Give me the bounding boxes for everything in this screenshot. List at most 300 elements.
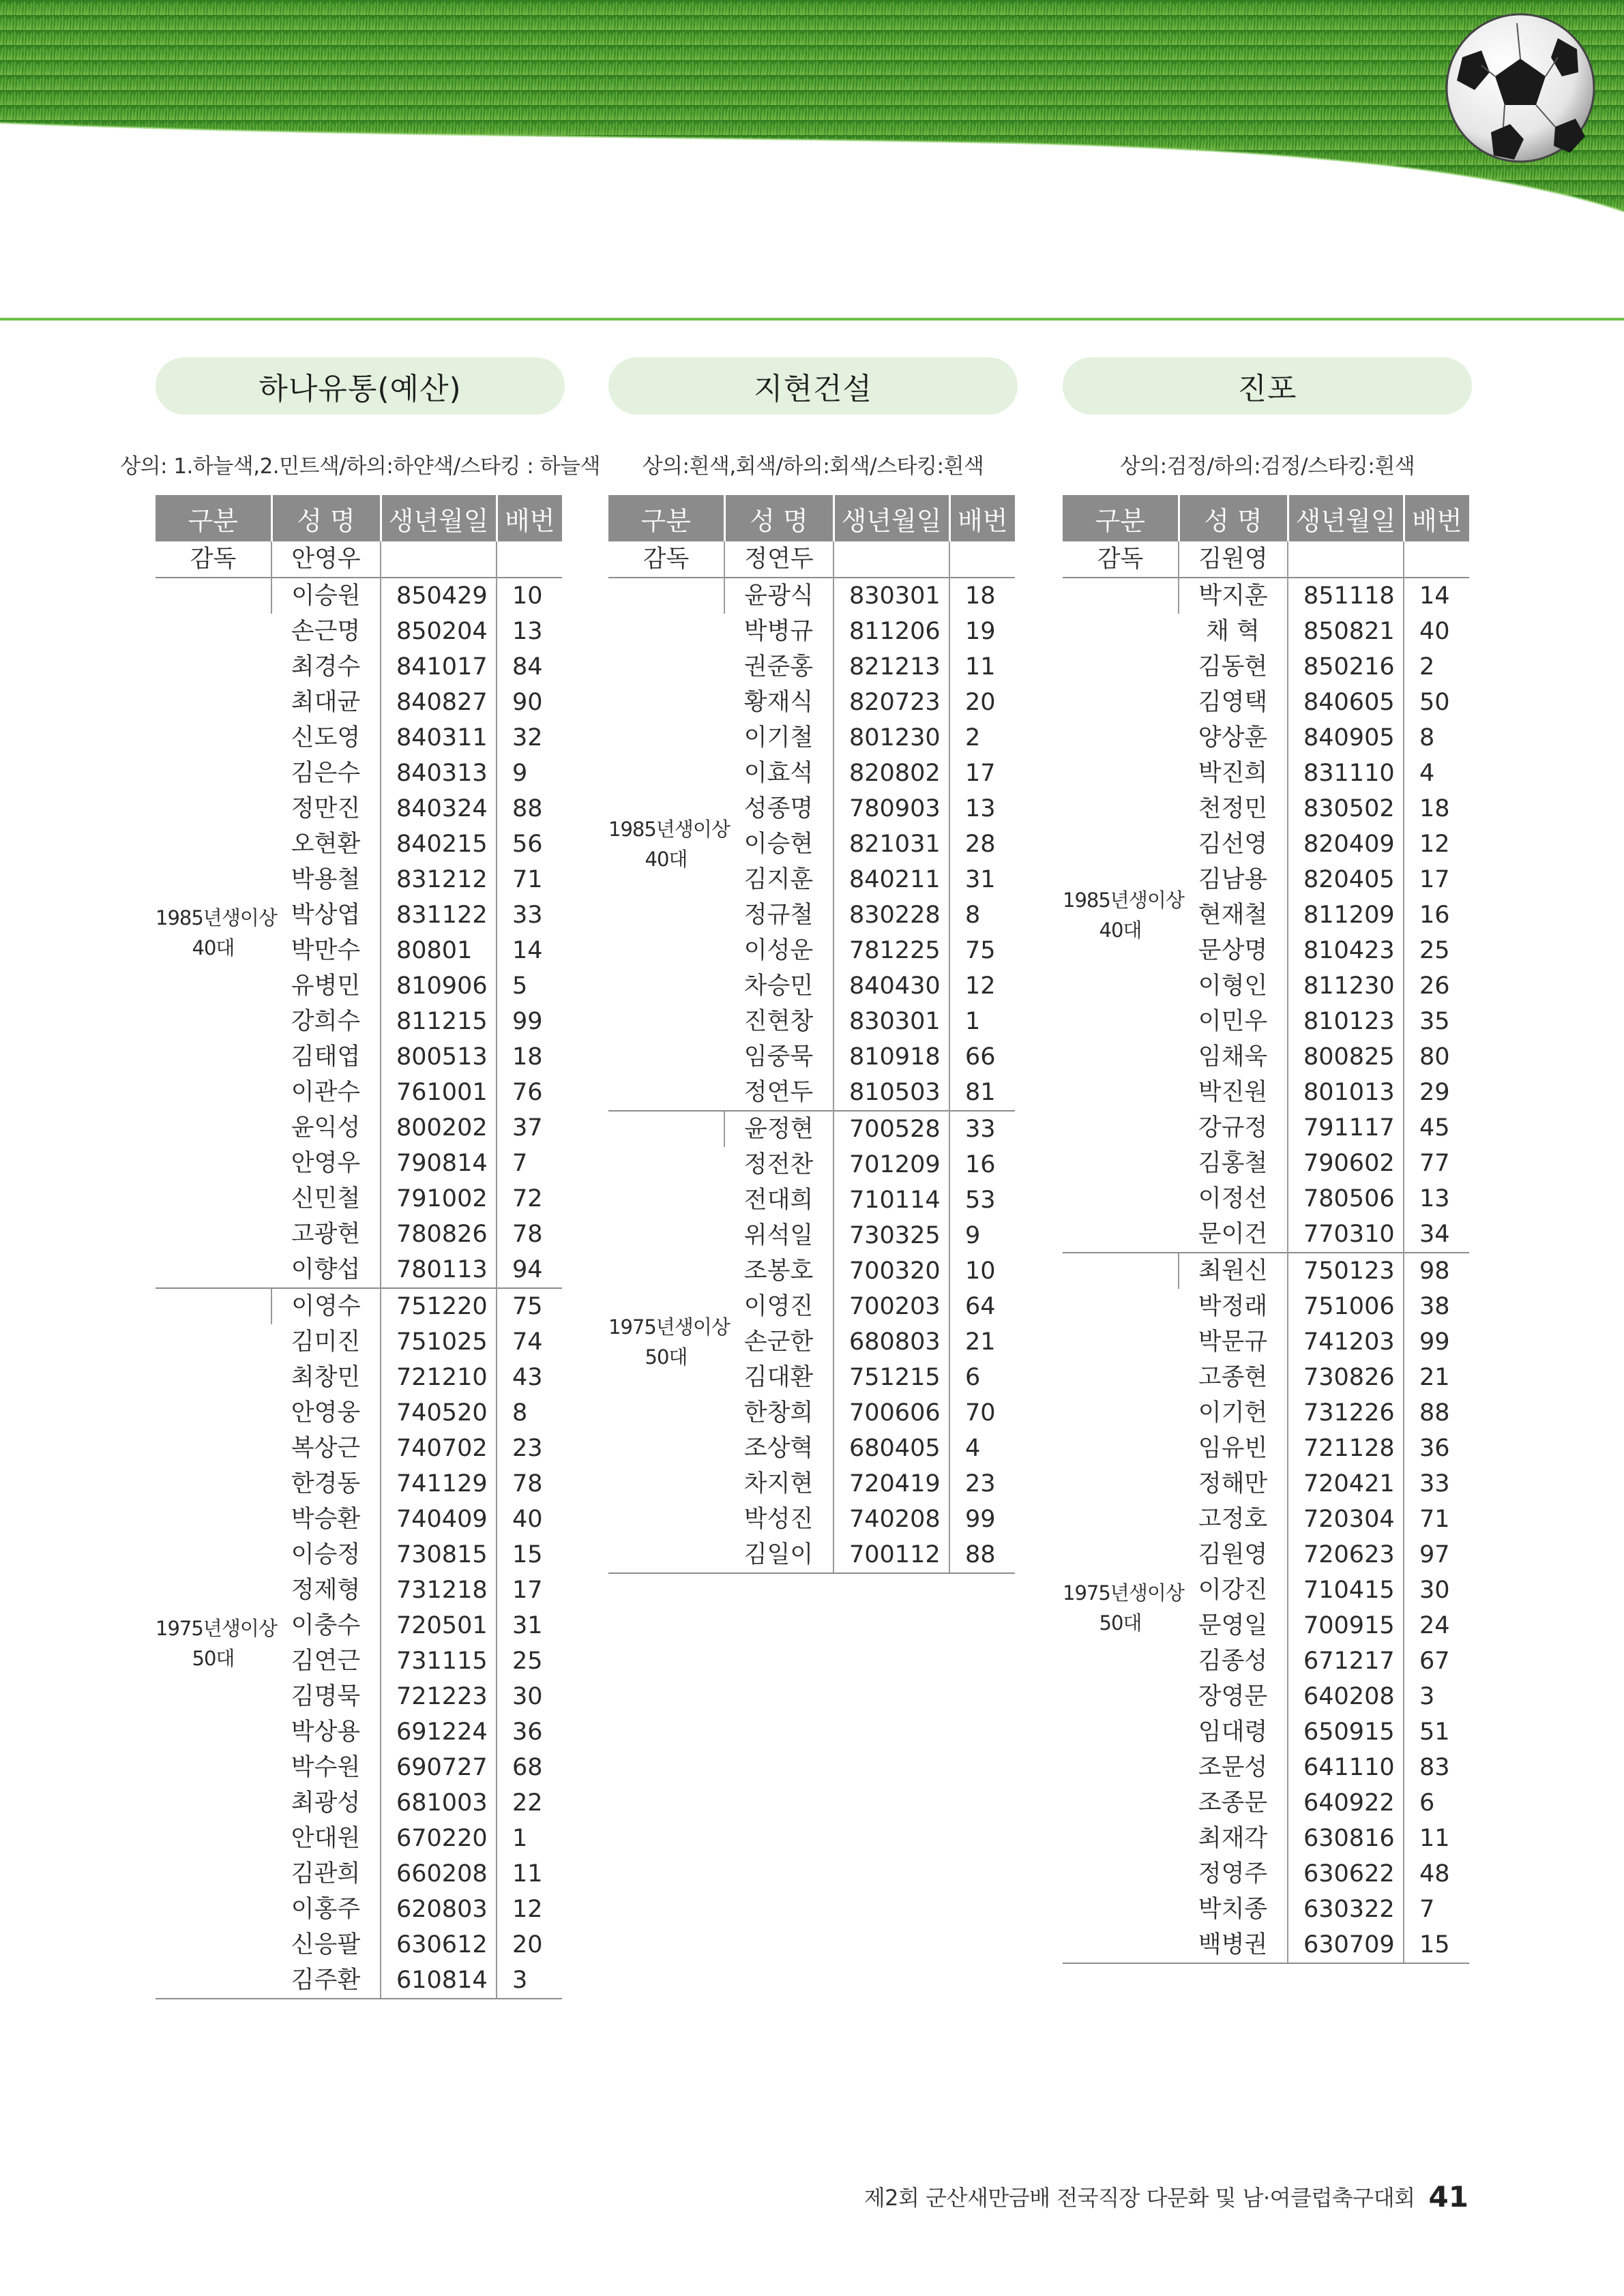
player-name: 권준홍 (743, 653, 814, 681)
player-name: 성종명 (743, 795, 814, 822)
table-header-row (156, 495, 562, 541)
player-number: 33 (497, 897, 562, 933)
player-name: 강규정 (1198, 1114, 1268, 1142)
player-number: 11 (1404, 1821, 1469, 1856)
player-birthdate: 801013 (1288, 1075, 1404, 1110)
player-name: 박상엽 (291, 901, 361, 929)
player-birthdate: 751006 (1288, 1289, 1404, 1324)
player-birthdate: 850821 (1288, 614, 1404, 649)
player-number: 88 (1404, 1395, 1469, 1431)
player-birthdate: 851118 (1288, 578, 1404, 614)
player-name: 박진희 (1198, 760, 1268, 787)
team-column (1063, 357, 1472, 1964)
player-birthdate: 780506 (1288, 1181, 1404, 1217)
player-birthdate: 641110 (1288, 1750, 1404, 1785)
header-name: 성 명 (271, 495, 381, 541)
player-number: 29 (1404, 1075, 1469, 1110)
player-number: 99 (949, 1502, 1015, 1537)
uniform-colors: 상의: 1.하늘색,2.민트색/하의:하얀색/스타킹 : 하늘색 (120, 453, 600, 479)
player-name: 김은수 (291, 760, 361, 787)
player-birthdate: 731218 (381, 1572, 497, 1608)
player-name: 김홍철 (1198, 1150, 1268, 1177)
player-number: 98 (1404, 1253, 1469, 1289)
coach-birth (381, 541, 497, 578)
player-birthdate: 720623 (1288, 1537, 1404, 1572)
player-birthdate: 650915 (1288, 1714, 1404, 1750)
player-name: 박만수 (291, 937, 361, 964)
player-number: 74 (497, 1324, 562, 1360)
player-number: 40 (1404, 614, 1469, 649)
event-title: 제2회 군산새만금배 전국직장 다문화 및 남·여클럽축구대회 (863, 2185, 1415, 2211)
player-birthdate: 720421 (1288, 1466, 1404, 1502)
player-birthdate: 741203 (1288, 1324, 1404, 1360)
header-number: 배번 (497, 495, 562, 541)
player-number: 97 (1404, 1537, 1469, 1572)
coach-name: 안영우 (271, 541, 381, 578)
player-birthdate: 761001 (381, 1075, 497, 1110)
player-name: 임중묵 (743, 1043, 814, 1071)
player-birthdate: 790602 (1288, 1146, 1404, 1181)
header-banner (0, 0, 1624, 225)
player-birthdate: 721210 (381, 1360, 497, 1395)
table-header-row (608, 495, 1015, 541)
player-number: 45 (1404, 1110, 1469, 1146)
player-number: 76 (497, 1075, 562, 1110)
player-birthdate: 750123 (1288, 1253, 1404, 1289)
player-number: 2 (949, 720, 1015, 756)
player-name: 김동현 (1198, 653, 1268, 681)
player-name: 진현창 (743, 1008, 814, 1035)
player-birthdate: 681003 (381, 1785, 497, 1821)
player-birthdate: 840324 (381, 791, 497, 826)
age-group-birth-year: 1985년생이상 (608, 818, 730, 841)
player-name: 문이건 (1198, 1221, 1268, 1248)
player-birthdate: 850216 (1288, 649, 1404, 685)
player-name: 한경동 (291, 1470, 361, 1497)
player-name: 박병규 (743, 618, 814, 645)
player-number: 14 (1404, 578, 1469, 614)
player-name: 김종성 (1198, 1648, 1268, 1675)
player-name: 김태엽 (291, 1043, 361, 1071)
player-birthdate: 820723 (833, 685, 949, 720)
player-name: 문상명 (1198, 937, 1268, 964)
player-number: 72 (497, 1181, 562, 1217)
player-name: 이향섭 (291, 1256, 361, 1283)
player-number: 19 (949, 614, 1015, 649)
player-birthdate: 721223 (381, 1679, 497, 1714)
player-name: 조문성 (1198, 1754, 1268, 1781)
player-number: 99 (497, 1004, 562, 1039)
table-row (608, 1111, 1015, 1147)
player-number: 11 (949, 649, 1015, 685)
player-number: 28 (949, 826, 1015, 862)
header-birth: 생년월일 (1288, 495, 1404, 541)
player-number: 70 (949, 1395, 1015, 1431)
player-birthdate: 741129 (381, 1466, 497, 1502)
player-birthdate: 801230 (833, 720, 949, 756)
player-birthdate: 830301 (833, 1004, 949, 1039)
team-name: 지현건설 (608, 357, 1018, 415)
player-number: 83 (1404, 1750, 1469, 1785)
player-name: 정전찬 (743, 1151, 814, 1178)
player-birthdate: 850429 (381, 578, 497, 614)
player-name: 최광성 (291, 1789, 361, 1817)
player-number: 20 (497, 1927, 562, 1963)
player-birthdate: 811230 (1288, 968, 1404, 1004)
player-name: 이민우 (1198, 1008, 1268, 1035)
player-name: 임유빈 (1198, 1435, 1268, 1462)
player-number: 12 (1404, 826, 1469, 862)
player-birthdate: 700112 (833, 1537, 949, 1573)
player-number: 53 (949, 1182, 1015, 1218)
player-number: 75 (949, 933, 1015, 968)
player-name: 김대환 (743, 1364, 814, 1391)
player-number: 36 (497, 1714, 562, 1750)
player-name: 이충수 (291, 1612, 361, 1639)
player-name: 고정호 (1198, 1506, 1268, 1533)
player-birthdate: 840605 (1288, 685, 1404, 720)
header-divider-line (0, 318, 1624, 320)
player-birthdate: 680405 (833, 1431, 949, 1466)
player-birthdate: 620803 (381, 1892, 497, 1927)
player-number: 90 (497, 685, 562, 720)
table-row (1063, 578, 1469, 614)
player-birthdate: 700528 (833, 1111, 949, 1147)
soccer-ball-icon (1442, 10, 1599, 166)
header-name: 성 명 (724, 495, 833, 541)
player-name: 오현환 (291, 831, 361, 858)
age-group-birth-year: 1985년생이상 (156, 906, 277, 929)
player-name: 안영웅 (291, 1399, 361, 1427)
coach-number (949, 541, 1015, 578)
player-name: 정규철 (743, 901, 814, 929)
player-name: 김지훈 (743, 866, 814, 893)
player-birthdate: 731226 (1288, 1395, 1404, 1431)
player-number: 5 (497, 968, 562, 1004)
player-name: 이기헌 (1198, 1399, 1268, 1427)
player-number: 31 (949, 862, 1015, 897)
coach-name: 정연두 (724, 541, 833, 578)
player-number: 13 (1404, 1181, 1469, 1217)
player-name: 위석일 (743, 1222, 814, 1249)
player-birthdate: 720501 (381, 1608, 497, 1643)
age-group (608, 1111, 730, 1573)
player-number: 25 (1404, 933, 1469, 968)
player-name: 조봉호 (743, 1257, 814, 1285)
player-number: 20 (949, 685, 1015, 720)
player-number: 99 (1404, 1324, 1469, 1360)
player-birthdate: 660208 (381, 1856, 497, 1892)
player-name: 손근명 (291, 618, 361, 645)
player-birthdate: 630709 (1288, 1927, 1404, 1963)
player-name: 정연두 (743, 1079, 814, 1106)
coach-row (1063, 541, 1469, 578)
player-number: 81 (949, 1075, 1015, 1111)
player-number: 43 (497, 1360, 562, 1395)
player-name: 신민철 (291, 1185, 361, 1212)
player-name: 이기철 (743, 724, 814, 751)
player-birthdate: 730826 (1288, 1360, 1404, 1395)
player-birthdate: 831212 (381, 862, 497, 897)
uniform-colors: 상의:흰색,회색/하의:회색/스타킹:흰색 (642, 453, 984, 479)
player-birthdate: 700203 (833, 1289, 949, 1324)
player-birthdate: 630816 (1288, 1821, 1404, 1856)
age-group (156, 1288, 277, 1999)
player-birthdate: 610814 (381, 1963, 497, 1999)
player-number: 38 (1404, 1289, 1469, 1324)
player-name: 현재철 (1198, 901, 1268, 929)
player-birthdate: 780903 (833, 791, 949, 826)
team-column (120, 357, 600, 1999)
player-number: 33 (949, 1111, 1015, 1147)
table-header-row (1063, 495, 1469, 541)
player-number: 23 (497, 1431, 562, 1466)
player-name: 이효석 (743, 760, 814, 787)
player-birthdate: 820405 (1288, 862, 1404, 897)
player-number: 21 (1404, 1360, 1469, 1395)
player-birthdate: 810918 (833, 1039, 949, 1075)
player-name: 윤익성 (291, 1114, 361, 1142)
age-group-decade: 40대 (192, 936, 235, 959)
player-number: 31 (497, 1608, 562, 1643)
player-name: 이강진 (1198, 1577, 1268, 1604)
age-group (608, 578, 730, 1111)
player-number: 50 (1404, 685, 1469, 720)
coach-label: 감독 (190, 546, 237, 573)
player-name: 박용철 (291, 866, 361, 893)
player-birthdate: 630322 (1288, 1892, 1404, 1927)
player-birthdate: 810906 (381, 968, 497, 1004)
player-birthdate: 780826 (381, 1217, 497, 1252)
player-birthdate: 811206 (833, 614, 949, 649)
player-name: 차승민 (743, 972, 814, 1000)
player-birthdate: 840905 (1288, 720, 1404, 756)
player-number: 23 (949, 1466, 1015, 1502)
coach-number (497, 541, 562, 578)
player-name: 김선영 (1198, 831, 1268, 858)
player-birthdate: 731115 (381, 1643, 497, 1679)
age-group-decade: 50대 (645, 1345, 688, 1369)
player-name: 안대원 (291, 1825, 361, 1852)
player-birthdate: 800513 (381, 1039, 497, 1075)
player-name: 김원영 (1198, 1541, 1268, 1568)
player-name: 장영문 (1198, 1683, 1268, 1710)
player-name: 최대균 (291, 689, 361, 716)
player-name: 김일이 (724, 1537, 833, 1573)
player-number: 88 (949, 1537, 1015, 1573)
player-birthdate: 721128 (1288, 1431, 1404, 1466)
table-row (156, 578, 562, 614)
player-name: 박상용 (291, 1718, 361, 1746)
roster-table (608, 495, 1015, 1574)
player-name: 유병민 (291, 972, 361, 1000)
player-name: 박승환 (291, 1506, 361, 1533)
player-number: 30 (497, 1679, 562, 1714)
coach-number (1404, 541, 1469, 578)
player-number: 17 (949, 756, 1015, 791)
player-birthdate: 811209 (1288, 897, 1404, 933)
player-birthdate: 840215 (381, 826, 497, 862)
player-number: 80 (1404, 1039, 1469, 1075)
player-birthdate: 810503 (833, 1075, 949, 1111)
player-number: 9 (497, 756, 562, 791)
player-birthdate: 841017 (381, 649, 497, 685)
header-group: 구분 (608, 495, 724, 541)
player-name: 박문규 (1198, 1328, 1268, 1356)
player-birthdate: 690727 (381, 1750, 497, 1785)
player-name: 박치종 (1198, 1896, 1268, 1923)
player-number: 17 (497, 1572, 562, 1608)
player-number: 1 (497, 1821, 562, 1856)
player-name: 이관수 (291, 1079, 361, 1106)
player-name: 백병권 (1179, 1927, 1288, 1963)
header-number: 배번 (949, 495, 1015, 541)
coach-row (156, 541, 562, 578)
player-name: 이영진 (743, 1293, 814, 1320)
player-birthdate: 810423 (1288, 933, 1404, 968)
player-name: 이정선 (1198, 1185, 1268, 1212)
player-birthdate: 830502 (1288, 791, 1404, 826)
coach-name: 김원영 (1179, 541, 1288, 578)
player-number: 35 (1404, 1004, 1469, 1039)
player-birthdate: 700606 (833, 1395, 949, 1431)
player-name: 차지현 (743, 1470, 814, 1497)
player-number: 25 (497, 1643, 562, 1679)
header-group: 구분 (156, 495, 271, 541)
player-number: 21 (949, 1324, 1015, 1360)
player-birthdate: 700915 (1288, 1608, 1404, 1643)
player-name: 강희수 (291, 1008, 361, 1035)
player-number: 24 (1404, 1608, 1469, 1643)
team-column (608, 357, 1018, 1574)
player-number: 11 (497, 1856, 562, 1892)
age-group (1063, 1253, 1184, 1963)
player-number: 26 (1404, 968, 1469, 1004)
player-name: 양상훈 (1198, 724, 1268, 751)
player-number: 18 (497, 1039, 562, 1075)
player-name: 정만진 (291, 795, 361, 822)
player-number: 78 (497, 1217, 562, 1252)
age-group (1063, 578, 1184, 1253)
player-birthdate: 740409 (381, 1502, 497, 1537)
player-name: 정해만 (1198, 1470, 1268, 1497)
player-number: 71 (1404, 1502, 1469, 1537)
player-number: 66 (949, 1039, 1015, 1075)
player-number: 94 (497, 1252, 562, 1288)
player-birthdate: 740208 (833, 1502, 949, 1537)
player-number: 16 (1404, 897, 1469, 933)
player-birthdate: 840430 (833, 968, 949, 1004)
player-birthdate: 811215 (381, 1004, 497, 1039)
player-birthdate: 700320 (833, 1253, 949, 1289)
roster-table (1063, 495, 1469, 1964)
player-number: 8 (949, 897, 1015, 933)
player-number: 33 (1404, 1466, 1469, 1502)
player-number: 8 (497, 1395, 562, 1431)
player-number: 7 (497, 1146, 562, 1181)
player-birthdate: 710114 (833, 1182, 949, 1218)
player-name: 황재식 (743, 689, 814, 716)
player-birthdate: 780113 (381, 1252, 497, 1288)
player-number: 84 (497, 649, 562, 685)
header-birth: 생년월일 (833, 495, 949, 541)
player-number: 14 (497, 933, 562, 968)
player-number: 8 (1404, 720, 1469, 756)
player-name: 문영일 (1198, 1612, 1268, 1639)
player-birthdate: 810123 (1288, 1004, 1404, 1039)
player-name: 천정민 (1198, 795, 1268, 822)
player-name: 고종현 (1198, 1364, 1268, 1391)
player-name: 손군한 (743, 1328, 814, 1356)
player-name: 김연근 (291, 1648, 361, 1675)
player-number: 36 (1404, 1431, 1469, 1466)
header-group: 구분 (1063, 495, 1179, 541)
player-birthdate: 640208 (1288, 1679, 1404, 1714)
age-group-birth-year: 1975년생이상 (1063, 1581, 1184, 1605)
team-name: 하나유통(예산) (156, 357, 565, 415)
table-row (608, 578, 1015, 614)
player-birthdate: 790814 (381, 1146, 497, 1181)
player-birthdate: 730815 (381, 1537, 497, 1572)
player-number: 77 (1404, 1146, 1469, 1181)
player-birthdate: 840311 (381, 720, 497, 756)
player-name: 이승원 (271, 578, 381, 614)
player-number: 1 (949, 1004, 1015, 1039)
age-group-birth-year: 1985년생이상 (1063, 889, 1184, 912)
player-name: 박수원 (291, 1754, 361, 1781)
player-number: 22 (497, 1785, 562, 1821)
player-birthdate: 831122 (381, 897, 497, 933)
player-name: 최재각 (1198, 1825, 1268, 1852)
player-birthdate: 720419 (833, 1466, 949, 1502)
player-number: 78 (497, 1466, 562, 1502)
player-birthdate: 800202 (381, 1110, 497, 1146)
player-number: 64 (949, 1289, 1015, 1324)
player-birthdate: 751220 (381, 1288, 497, 1324)
age-group-decade: 40대 (645, 848, 688, 871)
player-number: 56 (497, 826, 562, 862)
player-name: 윤정현 (724, 1111, 833, 1147)
player-number: 4 (1404, 756, 1469, 791)
player-name: 전대희 (743, 1187, 814, 1214)
player-name: 이승현 (743, 831, 814, 858)
player-birthdate: 701209 (833, 1147, 949, 1182)
table-row (156, 1288, 562, 1324)
player-number: 88 (497, 791, 562, 826)
player-name: 신응팔 (291, 1931, 361, 1958)
player-number: 3 (497, 1963, 562, 1999)
player-name: 김명묵 (291, 1683, 361, 1710)
player-birthdate: 840313 (381, 756, 497, 791)
player-number: 13 (949, 791, 1015, 826)
player-birthdate: 800825 (1288, 1039, 1404, 1075)
player-number: 12 (497, 1892, 562, 1927)
player-number: 15 (497, 1537, 562, 1572)
player-name: 최창민 (291, 1364, 361, 1391)
header-number: 배번 (1404, 495, 1469, 541)
age-group-decade: 50대 (192, 1647, 235, 1670)
player-birthdate: 670220 (381, 1821, 497, 1856)
player-birthdate: 791002 (381, 1181, 497, 1217)
player-number: 17 (1404, 862, 1469, 897)
player-number: 51 (1404, 1714, 1469, 1750)
player-name: 최원신 (1179, 1253, 1288, 1289)
player-birthdate: 680803 (833, 1324, 949, 1360)
player-birthdate: 830228 (833, 897, 949, 933)
player-name: 고광현 (291, 1221, 361, 1248)
player-number: 7 (1404, 1892, 1469, 1927)
player-name: 김미진 (291, 1328, 361, 1356)
